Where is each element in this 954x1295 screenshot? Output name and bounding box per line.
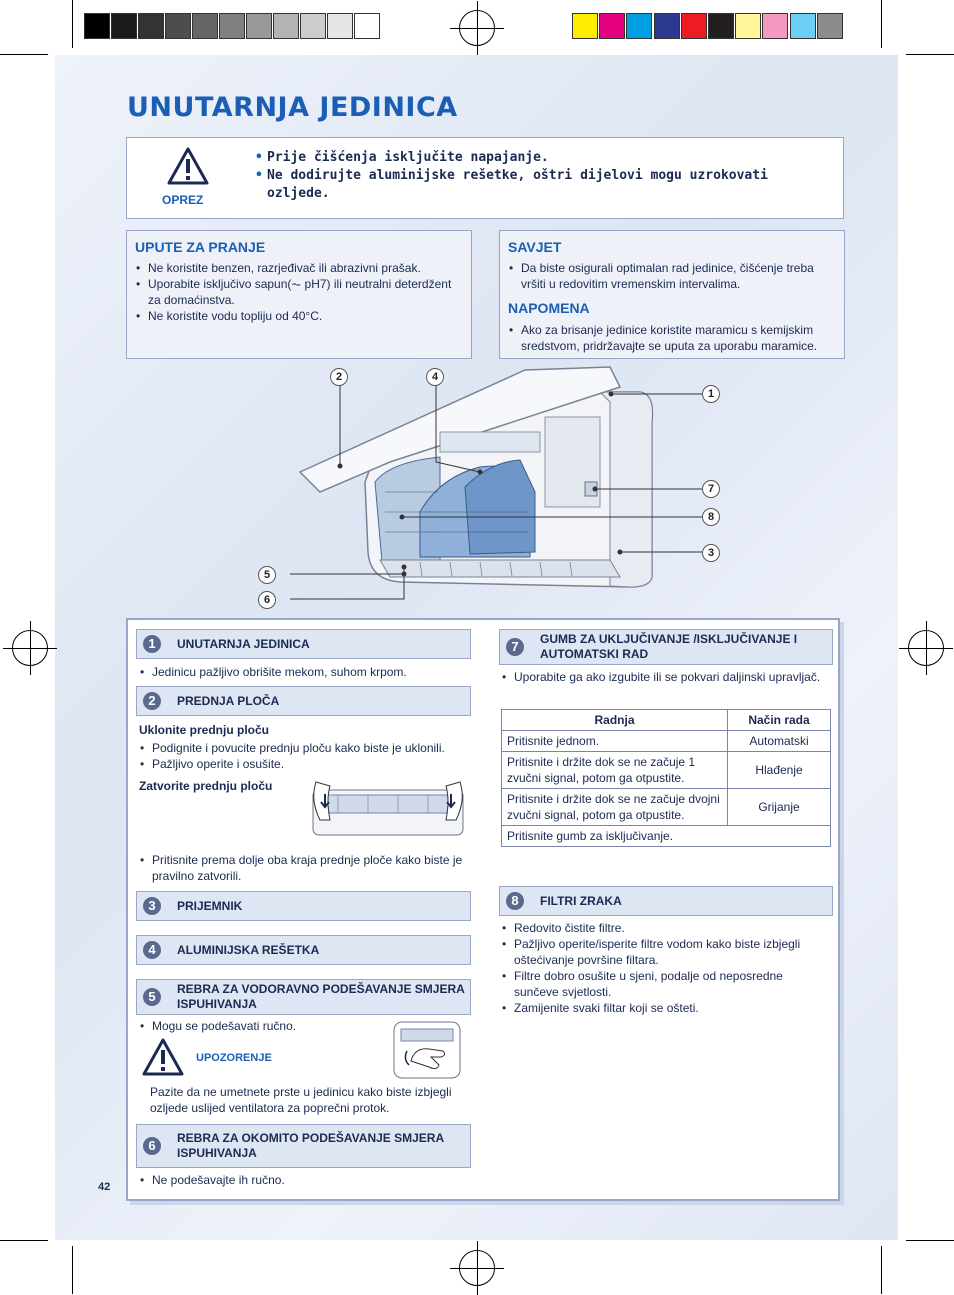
note-heading: NAPOMENA <box>508 300 590 316</box>
advice-item: • Da biste osigurali optimalan rad jedinice, čišćenje treba vršiti u redovitim vremenskim intervalima. <box>508 260 838 292</box>
washing-item: • Uporabite isključivo sapun(⏦ pH7) ili neutralni deterdžent za domaćinstva. <box>135 276 465 308</box>
mode-table-header: Radnja <box>502 710 728 731</box>
crop-mark <box>72 1246 73 1294</box>
washing-heading: UPUTE ZA PRANJE <box>135 239 266 255</box>
page-number: 42 <box>98 1181 111 1193</box>
mode-table-cell: Automatski <box>728 731 831 752</box>
washing-item: • Ne koristite vodu topliju od 40°C. <box>135 308 465 324</box>
crop-mark <box>72 0 73 48</box>
grayscale-swatch <box>273 13 299 39</box>
registration-mark <box>908 630 944 666</box>
caution-label: OPREZ <box>162 193 204 207</box>
callout-5: 5 <box>258 566 276 584</box>
advice-heading: SAVJET <box>508 239 562 255</box>
color-swatch <box>626 13 652 39</box>
warning-triangle-icon <box>142 1038 184 1076</box>
close-panel-illustration <box>308 780 468 844</box>
grayscale-swatch <box>84 13 110 39</box>
caution-item: • Prije čišćenja isključite napajanje. <box>257 149 837 167</box>
hand-louvre-illustration <box>393 1021 461 1079</box>
registration-mark <box>459 1250 495 1286</box>
s5-item: • Mogu se podešavati ručno. <box>139 1018 389 1034</box>
s2-remove-item: • Pažljivo operite i osušite. <box>139 756 469 772</box>
mode-table-cell: Pritisnite jednom. <box>502 731 728 752</box>
mode-table-cell: Pritisnite i držite dok se ne začuje dvojni zvučni signal, potom ga otpustite. <box>502 789 728 826</box>
s5-warning-text: Pazite da ne umetnete prste u jedinicu kako biste izbjegli ozljede uslijed ventilatora za poprečni protok. <box>150 1085 452 1115</box>
warning-triangle-icon <box>167 147 209 185</box>
crop-mark <box>906 54 954 55</box>
section-header-7: 7 GUMB ZA UKLJUČIVANJE /ISKLJUČIVANJE I AUTOMATSKI RAD <box>499 629 833 665</box>
crop-mark <box>881 0 882 48</box>
callout-1: 1 <box>702 385 720 403</box>
grayscale-swatch <box>354 13 380 39</box>
section-header-3: 3 PRIJEMNIK <box>136 891 471 921</box>
callout-2: 2 <box>330 368 348 386</box>
mode-table-cell: Grijanje <box>728 789 831 826</box>
grayscale-swatch <box>300 13 326 39</box>
s8-item: • Zamijenite svaki filtar koji se ošteti. <box>501 1000 821 1016</box>
caution-box <box>126 137 844 219</box>
mode-table-cell: Hlađenje <box>728 752 831 789</box>
callout-7: 7 <box>702 480 720 498</box>
s8-item: • Pažljivo operite/isperite filtre vodom kako biste izbjegli oštećivanje površine filtara. <box>501 936 821 968</box>
s8-item: • Redovito čistite filtre. <box>501 920 821 936</box>
crop-mark <box>906 1240 954 1241</box>
grayscale-swatch <box>219 13 245 39</box>
registration-mark <box>459 10 495 46</box>
section-header-1: 1 UNUTARNJA JEDINICA <box>136 629 471 659</box>
s8-item: • Filtre dobro osušite u sjeni, podalje od neposredne sunčeve svjetlosti. <box>501 968 821 1000</box>
callout-8: 8 <box>702 508 720 526</box>
washing-item: • Ne koristite benzen, razrjeđivač ili abrazivni prašak. <box>135 260 465 276</box>
indoor-unit-illustration <box>290 362 720 602</box>
grayscale-swatch <box>246 13 272 39</box>
s2-remove-item: • Podignite i povucite prednju ploču kako biste je uklonili. <box>139 740 469 756</box>
section-header-6: 6 REBRA ZA OKOMITO PODEŠAVANJE SMJERA ISPUHIVANJA <box>136 1124 471 1168</box>
color-swatch <box>790 13 816 39</box>
registration-mark <box>12 630 48 666</box>
mode-table-cell: Pritisnite i držite dok se ne začuje 1 zvučni signal, potom ga otpustite. <box>502 752 728 789</box>
color-swatch <box>599 13 625 39</box>
color-swatch <box>762 13 788 39</box>
color-swatch <box>654 13 680 39</box>
color-swatch <box>681 13 707 39</box>
grayscale-swatch <box>165 13 191 39</box>
callout-4: 4 <box>426 368 444 386</box>
caution-item: • Ne dodirujte aluminijske rešetke, oštri dijelovi mogu uzrokovati ozljede. <box>257 167 837 203</box>
callout-3: 3 <box>702 544 720 562</box>
s2-close-heading: Zatvorite prednju ploču <box>139 779 273 793</box>
washing-box <box>126 230 472 359</box>
callout-6: 6 <box>258 591 276 609</box>
section-header-2: 2 PREDNJA PLOČA <box>136 686 471 716</box>
mode-table-cell: Pritisnite gumb za isključivanje. <box>502 826 831 847</box>
crop-mark <box>881 1246 882 1294</box>
section-header-8: 8 FILTRI ZRAKA <box>499 886 833 916</box>
color-swatch <box>708 13 734 39</box>
mode-table-header: Način rada <box>728 710 831 731</box>
page-title: UNUTARNJA JEDINICA <box>127 92 458 123</box>
crop-mark <box>0 1240 48 1241</box>
color-swatch <box>572 13 598 39</box>
grayscale-swatch <box>138 13 164 39</box>
crop-mark <box>0 54 48 55</box>
color-swatch <box>735 13 761 39</box>
s7-item: • Uporabite ga ako izgubite ili se pokvari daljinski upravljač. <box>501 669 821 685</box>
advice-box <box>499 230 845 359</box>
s6-item: • Ne podešavajte ih ručno. <box>139 1172 469 1188</box>
s2-close-item: • Pritisnite prema dolje oba kraja prednje ploče kako biste je pravilno zatvorili. <box>139 852 469 884</box>
section-header-4: 4 ALUMINIJSKA REŠETKA <box>136 935 471 965</box>
s1-item: • Jedinicu pažljivo obrišite mekom, suhom krpom. <box>139 664 469 680</box>
s5-warning-label: UPOZORENJE <box>196 1052 272 1064</box>
grayscale-swatch <box>192 13 218 39</box>
grayscale-swatch <box>111 13 137 39</box>
color-swatch <box>817 13 843 39</box>
note-item: • Ako za brisanje jedinice koristite maramicu s kemijskim sredstvom, pridržavajte se uputa za uporabu maramice. <box>508 322 838 354</box>
s2-remove-heading: Uklonite prednju ploču <box>139 723 270 737</box>
mode-table <box>501 709 831 847</box>
grayscale-swatch <box>327 13 353 39</box>
section-header-5: 5 REBRA ZA VODORAVNO PODEŠAVANJE SMJERA ISPUHIVANJA <box>136 979 471 1015</box>
